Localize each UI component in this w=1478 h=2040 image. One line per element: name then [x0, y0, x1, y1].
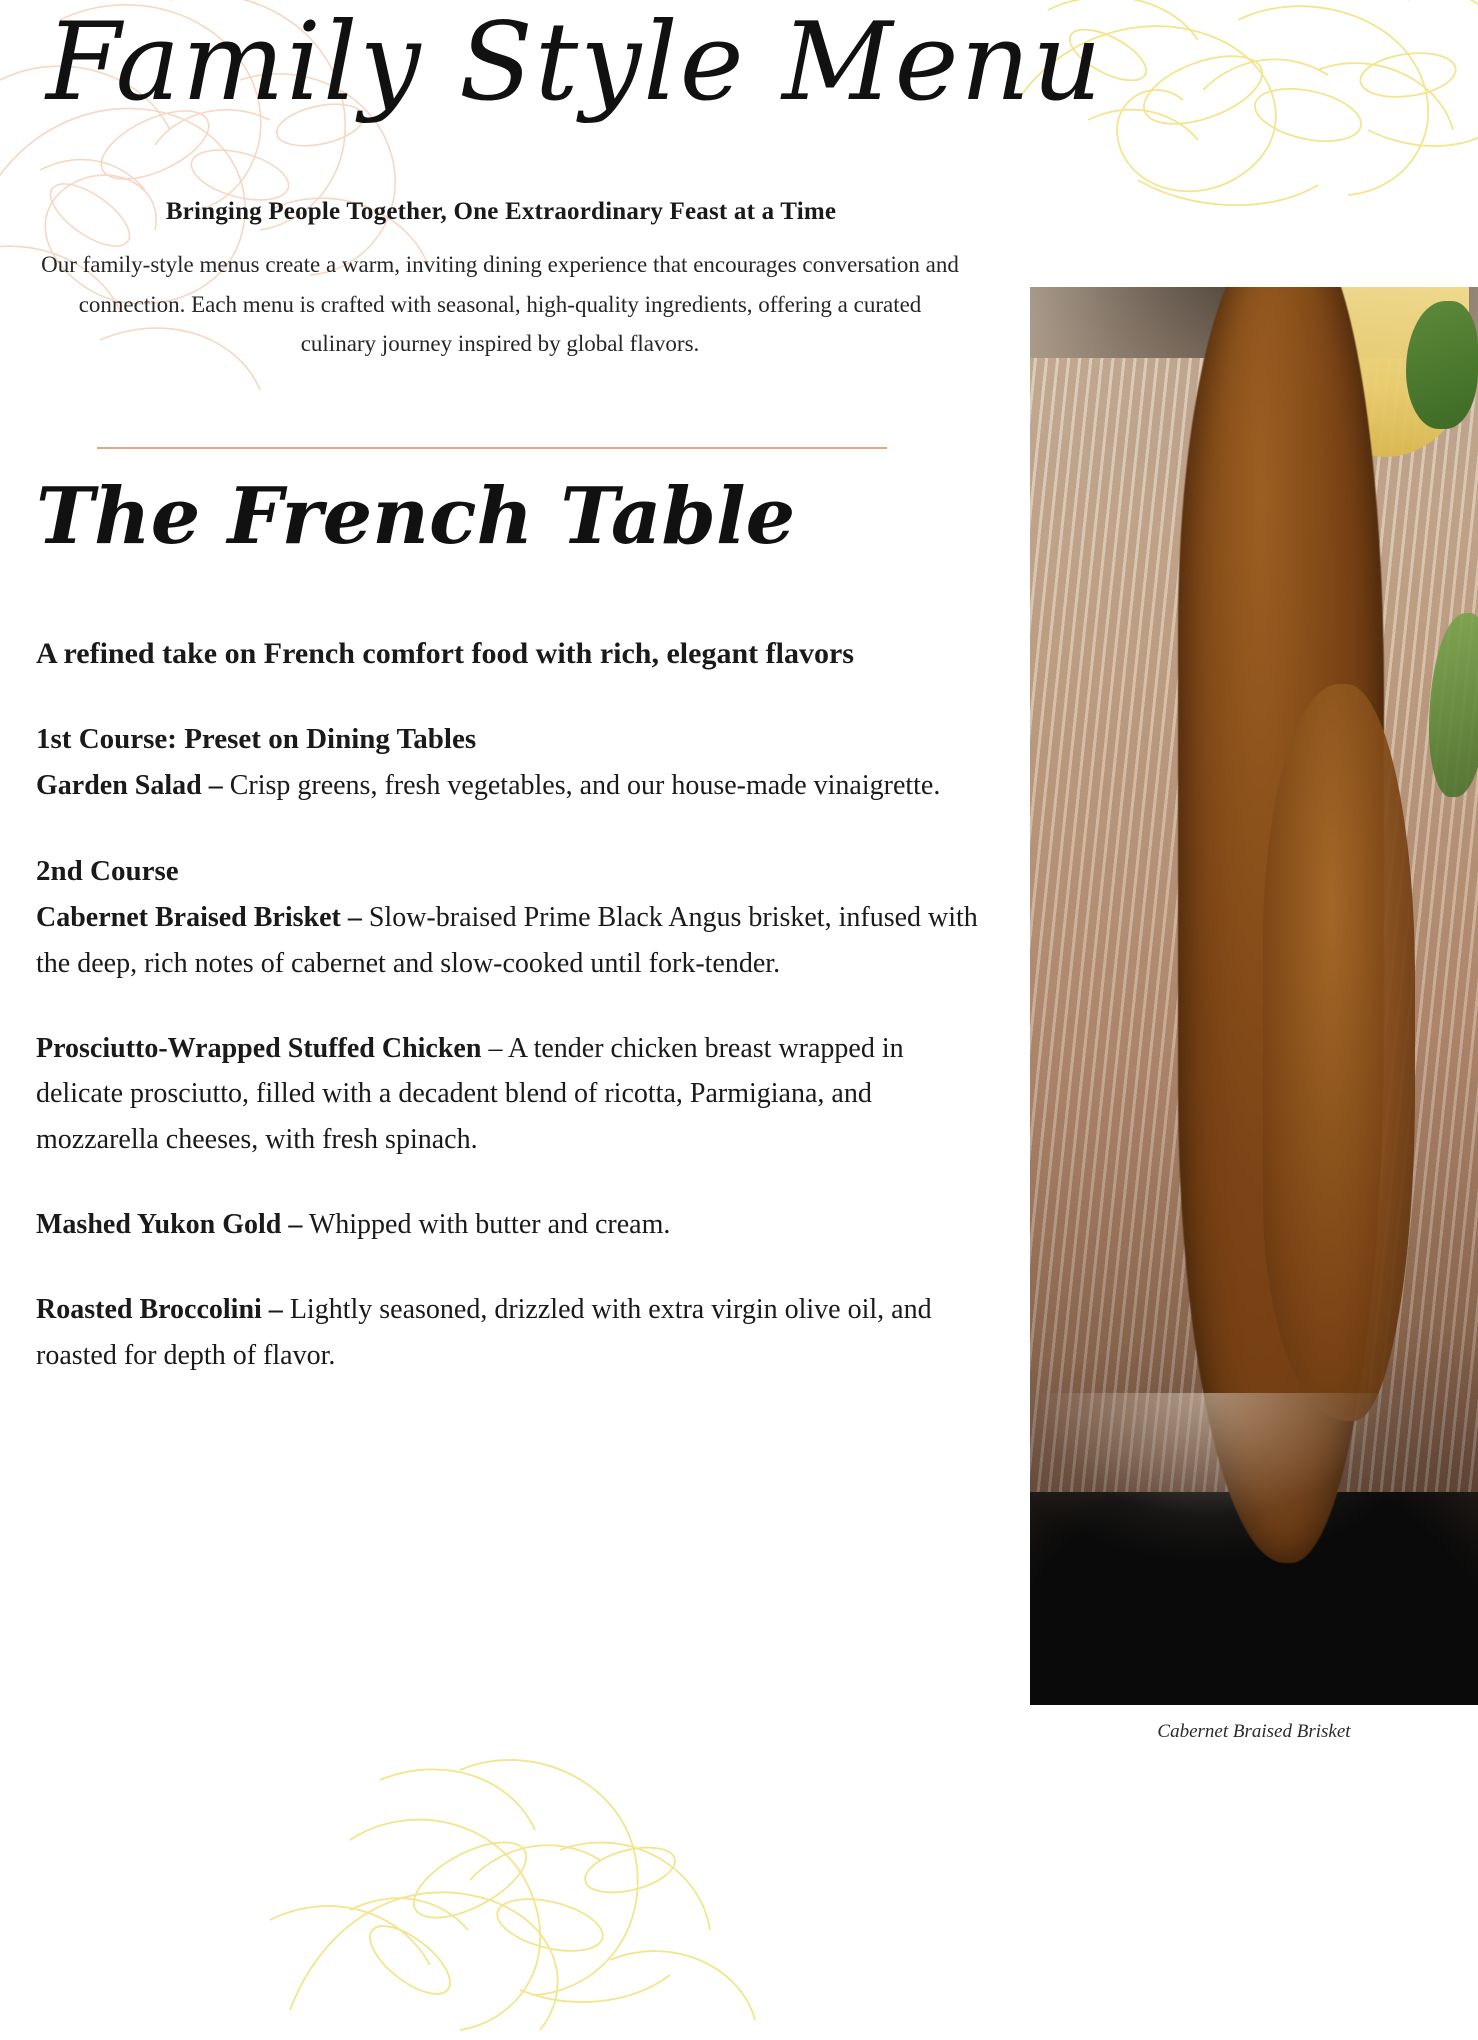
course-heading-1: 1st Course: Preset on Dining Tables	[36, 723, 477, 755]
dish-photo-block	[1030, 287, 1478, 1743]
photo-sauce-layer-2	[1263, 684, 1415, 1421]
menu-item-description: Lightly seasoned, drizzled with extra virgin olive oil, and roasted for depth of flavor.	[36, 1294, 932, 1371]
menu-item-description: – A tender chicken breast wrapped in delicate prosciutto, filled with a decadent blend of ricotta, Parmigiana, and mozzarella cheeses, with fresh spinach.	[36, 1033, 904, 1155]
section-lede: A refined take on French comfort food with rich, elegant flavors	[36, 637, 854, 670]
masthead	[46, 0, 1104, 125]
menu-item	[36, 1026, 986, 1162]
dish-photo	[1030, 287, 1478, 1705]
menu-item-description: Whipped with butter and cream.	[302, 1209, 671, 1241]
menu-item-name: Cabernet Braised Brisket –	[36, 902, 362, 934]
menu-item-name: Prosciutto-Wrapped Stuffed Chicken	[36, 1033, 482, 1065]
section-title: The French Table	[36, 471, 796, 562]
tagline: Bringing People Together, One Extraordinary Feast at a Time	[165, 198, 837, 225]
menu-item-name: Garden Salad –	[36, 769, 223, 801]
menu-item-name: Roasted Broccolini –	[36, 1294, 283, 1326]
menu-item	[36, 1287, 986, 1378]
menu-item	[36, 895, 986, 986]
menu-item-description: Crisp greens, fresh vegetables, and our house-made vinaigrette.	[222, 769, 941, 801]
photo-caption: Cabernet Braised Brisket	[1157, 1721, 1351, 1742]
divider-rule	[97, 447, 887, 449]
menu-item-description: Slow-braised Prime Black Angus brisket, infused with the deep, rich notes of cabernet and slow-cooked until fork-tender.	[36, 902, 978, 979]
menu-item-name: Mashed Yukon Gold –	[36, 1209, 303, 1241]
course-heading-2: 2nd Course	[36, 855, 179, 888]
menu-item	[36, 763, 986, 808]
intro-paragraph: Our family-style menus create a warm, inviting dining experience that encourages conversation and connection. Each menu is crafted with seasonal, high-quality ingredients, offering a curated culinary journey inspired by global flavors.	[41, 252, 959, 357]
page-title: Family Style Menu	[46, 0, 1104, 125]
photo-greens-layer	[1406, 301, 1478, 429]
menu-body	[36, 630, 996, 1378]
menu-item	[36, 1202, 986, 1247]
photo-rimlight-layer	[1030, 1393, 1478, 1620]
